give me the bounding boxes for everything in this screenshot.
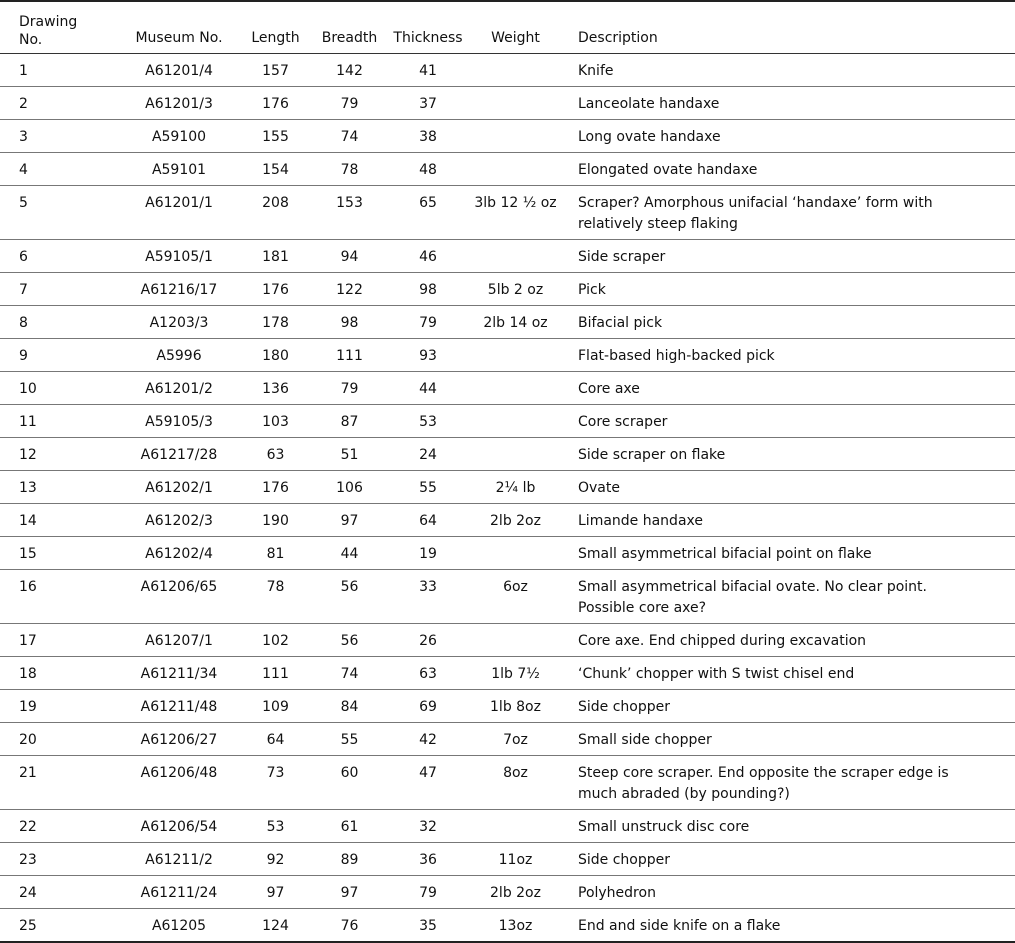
table-row <box>0 810 1015 843</box>
cell-length: 111 <box>239 657 312 690</box>
cell-length: 81 <box>239 537 312 570</box>
cell-breadth: 94 <box>312 240 387 273</box>
cell-museum-no: A61217/28 <box>119 438 239 471</box>
cell-weight <box>469 339 562 372</box>
cell-museum-no: A59105/1 <box>119 240 239 273</box>
cell-description: Knife <box>562 54 1015 87</box>
cell-drawing-no: 17 <box>0 624 119 657</box>
cell-length: 181 <box>239 240 312 273</box>
cell-breadth: 87 <box>312 405 387 438</box>
header-thickness: Thickness <box>387 1 469 54</box>
cell-thickness: 48 <box>387 153 469 186</box>
cell-breadth: 111 <box>312 339 387 372</box>
cell-length: 97 <box>239 876 312 909</box>
cell-drawing-no: 25 <box>0 909 119 943</box>
cell-weight <box>469 624 562 657</box>
cell-breadth: 56 <box>312 570 387 624</box>
cell-museum-no: A61207/1 <box>119 624 239 657</box>
table-row <box>0 120 1015 153</box>
cell-breadth: 89 <box>312 843 387 876</box>
header-museum-no: Museum No. <box>119 1 239 54</box>
cell-breadth: 142 <box>312 54 387 87</box>
cell-thickness: 33 <box>387 570 469 624</box>
cell-museum-no: A61216/17 <box>119 273 239 306</box>
cell-thickness: 24 <box>387 438 469 471</box>
cell-drawing-no: 6 <box>0 240 119 273</box>
table-row <box>0 876 1015 909</box>
table-row <box>0 537 1015 570</box>
cell-museum-no: A61211/34 <box>119 657 239 690</box>
cell-museum-no: A61201/4 <box>119 54 239 87</box>
cell-description: Small asymmetrical bifacial ovate. No clear point. Possible core axe? <box>562 570 1015 624</box>
cell-description: Long ovate handaxe <box>562 120 1015 153</box>
table-row <box>0 405 1015 438</box>
cell-description: Side scraper <box>562 240 1015 273</box>
cell-breadth: 84 <box>312 690 387 723</box>
cell-thickness: 64 <box>387 504 469 537</box>
cell-length: 63 <box>239 438 312 471</box>
cell-description: Small side chopper <box>562 723 1015 756</box>
table-row <box>0 657 1015 690</box>
cell-drawing-no: 1 <box>0 54 119 87</box>
cell-weight: 13oz <box>469 909 562 943</box>
cell-museum-no: A61206/48 <box>119 756 239 810</box>
cell-drawing-no: 2 <box>0 87 119 120</box>
table-row <box>0 273 1015 306</box>
header-length: Length <box>239 1 312 54</box>
cell-length: 53 <box>239 810 312 843</box>
cell-drawing-no: 5 <box>0 186 119 240</box>
header-breadth: Breadth <box>312 1 387 54</box>
cell-thickness: 42 <box>387 723 469 756</box>
cell-description: Pick <box>562 273 1015 306</box>
cell-weight <box>469 54 562 87</box>
table-row <box>0 570 1015 624</box>
cell-length: 190 <box>239 504 312 537</box>
table-row <box>0 756 1015 810</box>
table-row <box>0 723 1015 756</box>
cell-thickness: 35 <box>387 909 469 943</box>
cell-drawing-no: 12 <box>0 438 119 471</box>
cell-drawing-no: 24 <box>0 876 119 909</box>
cell-description: Side chopper <box>562 843 1015 876</box>
cell-description: Core axe. End chipped during excavation <box>562 624 1015 657</box>
cell-museum-no: A5996 <box>119 339 239 372</box>
cell-museum-no: A61206/27 <box>119 723 239 756</box>
header-drawing-no <box>0 1 119 54</box>
cell-weight: 2lb 2oz <box>469 876 562 909</box>
cell-length: 176 <box>239 273 312 306</box>
cell-description: Polyhedron <box>562 876 1015 909</box>
table-row <box>0 438 1015 471</box>
cell-breadth: 79 <box>312 372 387 405</box>
cell-drawing-no: 18 <box>0 657 119 690</box>
table-row <box>0 690 1015 723</box>
cell-length: 102 <box>239 624 312 657</box>
cell-weight: 1lb 7½ <box>469 657 562 690</box>
cell-thickness: 32 <box>387 810 469 843</box>
cell-description: Side chopper <box>562 690 1015 723</box>
cell-drawing-no: 8 <box>0 306 119 339</box>
cell-thickness: 53 <box>387 405 469 438</box>
table-body <box>0 54 1015 943</box>
cell-drawing-no: 13 <box>0 471 119 504</box>
cell-thickness: 93 <box>387 339 469 372</box>
cell-length: 124 <box>239 909 312 943</box>
cell-breadth: 56 <box>312 624 387 657</box>
cell-thickness: 79 <box>387 306 469 339</box>
cell-drawing-no: 10 <box>0 372 119 405</box>
cell-museum-no: A1203/3 <box>119 306 239 339</box>
cell-drawing-no: 19 <box>0 690 119 723</box>
cell-description: Core axe <box>562 372 1015 405</box>
cell-museum-no: A61205 <box>119 909 239 943</box>
cell-weight: 6oz <box>469 570 562 624</box>
table-row <box>0 240 1015 273</box>
cell-museum-no: A61202/3 <box>119 504 239 537</box>
cell-museum-no: A61202/4 <box>119 537 239 570</box>
cell-description: Ovate <box>562 471 1015 504</box>
cell-description: Elongated ovate handaxe <box>562 153 1015 186</box>
cell-weight: 3lb 12 ½ oz <box>469 186 562 240</box>
table-row <box>0 339 1015 372</box>
cell-thickness: 55 <box>387 471 469 504</box>
cell-length: 64 <box>239 723 312 756</box>
cell-museum-no: A61211/48 <box>119 690 239 723</box>
table-row <box>0 372 1015 405</box>
cell-length: 155 <box>239 120 312 153</box>
cell-museum-no: A59100 <box>119 120 239 153</box>
cell-thickness: 47 <box>387 756 469 810</box>
cell-weight: 2lb 14 oz <box>469 306 562 339</box>
cell-drawing-no: 4 <box>0 153 119 186</box>
cell-description: Lanceolate handaxe <box>562 87 1015 120</box>
cell-weight: 1lb 8oz <box>469 690 562 723</box>
cell-weight: 7oz <box>469 723 562 756</box>
cell-drawing-no: 9 <box>0 339 119 372</box>
cell-length: 157 <box>239 54 312 87</box>
header-description: Description <box>562 1 1015 54</box>
cell-breadth: 44 <box>312 537 387 570</box>
cell-breadth: 74 <box>312 120 387 153</box>
cell-breadth: 98 <box>312 306 387 339</box>
cell-length: 154 <box>239 153 312 186</box>
cell-thickness: 46 <box>387 240 469 273</box>
cell-thickness: 98 <box>387 273 469 306</box>
cell-description: Limande handaxe <box>562 504 1015 537</box>
cell-museum-no: A61202/1 <box>119 471 239 504</box>
cell-weight <box>469 120 562 153</box>
cell-thickness: 36 <box>387 843 469 876</box>
cell-museum-no: A61206/54 <box>119 810 239 843</box>
header-weight: Weight <box>469 1 562 54</box>
cell-breadth: 55 <box>312 723 387 756</box>
header-row <box>0 1 1015 54</box>
cell-breadth: 97 <box>312 876 387 909</box>
cell-breadth: 51 <box>312 438 387 471</box>
cell-museum-no: A61206/65 <box>119 570 239 624</box>
cell-length: 92 <box>239 843 312 876</box>
cell-thickness: 65 <box>387 186 469 240</box>
cell-length: 180 <box>239 339 312 372</box>
cell-description: Core scraper <box>562 405 1015 438</box>
cell-museum-no: A59105/3 <box>119 405 239 438</box>
cell-weight: 8oz <box>469 756 562 810</box>
cell-weight <box>469 153 562 186</box>
cell-length: 178 <box>239 306 312 339</box>
cell-drawing-no: 7 <box>0 273 119 306</box>
table-row <box>0 843 1015 876</box>
cell-weight: 5lb 2 oz <box>469 273 562 306</box>
cell-weight: 11oz <box>469 843 562 876</box>
cell-breadth: 74 <box>312 657 387 690</box>
cell-breadth: 78 <box>312 153 387 186</box>
cell-thickness: 41 <box>387 54 469 87</box>
table-row <box>0 54 1015 87</box>
cell-description: Bifacial pick <box>562 306 1015 339</box>
cell-thickness: 44 <box>387 372 469 405</box>
cell-breadth: 79 <box>312 87 387 120</box>
table-row <box>0 153 1015 186</box>
table-row <box>0 471 1015 504</box>
cell-drawing-no: 3 <box>0 120 119 153</box>
cell-description: Small unstruck disc core <box>562 810 1015 843</box>
cell-description: Steep core scraper. End opposite the scraper edge is much abraded (by pounding?) <box>562 756 1015 810</box>
table-row <box>0 624 1015 657</box>
cell-length: 176 <box>239 471 312 504</box>
cell-description: ‘Chunk’ chopper with S twist chisel end <box>562 657 1015 690</box>
cell-weight: 2¼ lb <box>469 471 562 504</box>
cell-description: Small asymmetrical bifacial point on flake <box>562 537 1015 570</box>
cell-length: 73 <box>239 756 312 810</box>
cell-weight <box>469 438 562 471</box>
cell-breadth: 61 <box>312 810 387 843</box>
cell-length: 103 <box>239 405 312 438</box>
cell-length: 136 <box>239 372 312 405</box>
cell-description: Scraper? Amorphous unifacial ‘handaxe’ form with relatively steep flaking <box>562 186 1015 240</box>
cell-weight <box>469 537 562 570</box>
cell-weight <box>469 405 562 438</box>
cell-length: 109 <box>239 690 312 723</box>
cell-museum-no: A61211/2 <box>119 843 239 876</box>
cell-weight <box>469 810 562 843</box>
cell-breadth: 153 <box>312 186 387 240</box>
cell-weight <box>469 87 562 120</box>
header-drawing-no-line1: Drawing <box>19 14 78 30</box>
cell-description: End and side knife on a flake <box>562 909 1015 943</box>
cell-breadth: 60 <box>312 756 387 810</box>
cell-thickness: 63 <box>387 657 469 690</box>
cell-museum-no: A61201/2 <box>119 372 239 405</box>
cell-breadth: 122 <box>312 273 387 306</box>
cell-thickness: 26 <box>387 624 469 657</box>
cell-weight: 2lb 2oz <box>469 504 562 537</box>
cell-weight <box>469 372 562 405</box>
cell-breadth: 106 <box>312 471 387 504</box>
cell-drawing-no: 20 <box>0 723 119 756</box>
cell-length: 78 <box>239 570 312 624</box>
cell-length: 208 <box>239 186 312 240</box>
cell-drawing-no: 16 <box>0 570 119 624</box>
cell-drawing-no: 22 <box>0 810 119 843</box>
table-row <box>0 306 1015 339</box>
cell-thickness: 37 <box>387 87 469 120</box>
cell-drawing-no: 14 <box>0 504 119 537</box>
table-header <box>0 1 1015 54</box>
cell-thickness: 79 <box>387 876 469 909</box>
table-row <box>0 186 1015 240</box>
cell-breadth: 76 <box>312 909 387 943</box>
cell-drawing-no: 21 <box>0 756 119 810</box>
cell-breadth: 97 <box>312 504 387 537</box>
cell-museum-no: A61211/24 <box>119 876 239 909</box>
cell-drawing-no: 23 <box>0 843 119 876</box>
cell-museum-no: A59101 <box>119 153 239 186</box>
cell-thickness: 38 <box>387 120 469 153</box>
cell-drawing-no: 15 <box>0 537 119 570</box>
table-row <box>0 87 1015 120</box>
table-row <box>0 909 1015 943</box>
cell-thickness: 69 <box>387 690 469 723</box>
cell-museum-no: A61201/1 <box>119 186 239 240</box>
header-drawing-no-line2: No. <box>19 32 43 48</box>
cell-weight <box>469 240 562 273</box>
cell-description: Side scraper on flake <box>562 438 1015 471</box>
cell-length: 176 <box>239 87 312 120</box>
cell-description: Flat-based high-backed pick <box>562 339 1015 372</box>
cell-thickness: 19 <box>387 537 469 570</box>
table-row <box>0 504 1015 537</box>
cell-museum-no: A61201/3 <box>119 87 239 120</box>
cell-drawing-no: 11 <box>0 405 119 438</box>
